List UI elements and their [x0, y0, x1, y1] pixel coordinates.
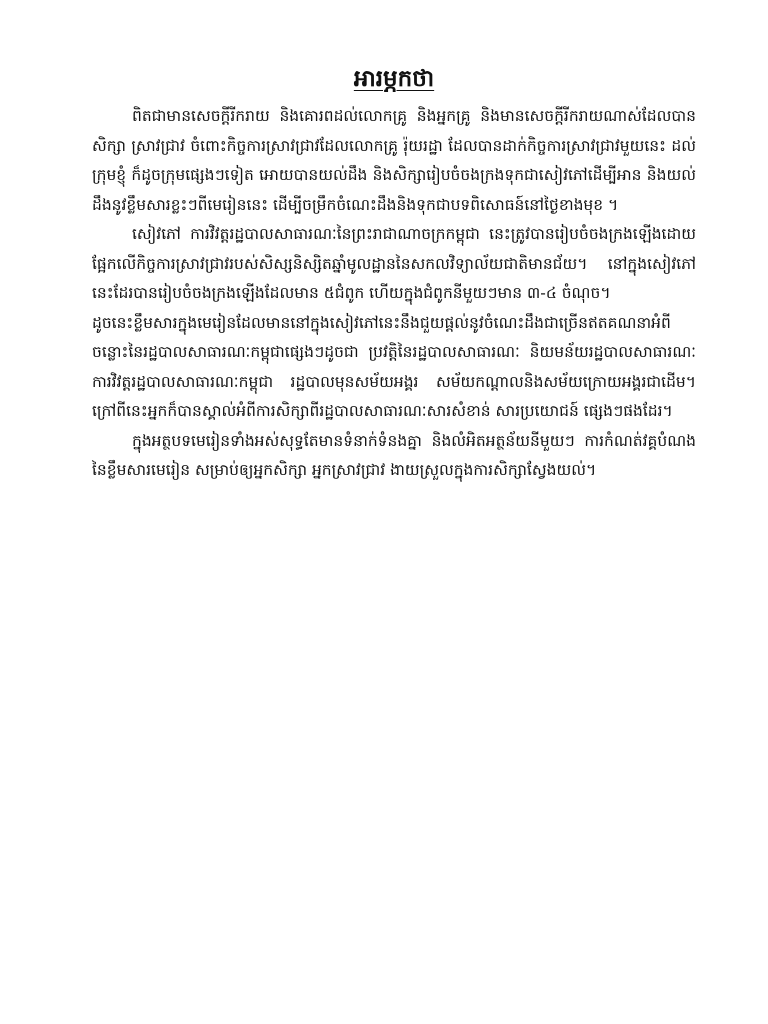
paragraph-closing: ក្នុងអត្ថបទមេរៀនទាំងអស់សុទ្ធតែមានទំនាក់ទំនងគ្នា និងលំអិតអត្ថន័យនីមួយៗ ការកំណត់វគ្គបំណងនៃខ្លឹមសារមេរៀន សម្រាប់ឲ្យអ្នកសិក្សា អ្នកស្រាវជ្រាវ ងាយស្រួលក្នុងការសិក្សាស្វែងយល់។	[92, 431, 696, 479]
document-title: អារម្ភកថា	[353, 66, 435, 92]
paragraph-intro: ពិតជាមានសេចក្តីរីករាយ និងគោរពដល់លោកគ្រូ និងអ្នកគ្រូ និងមានសេចក្តីរីករាយណាស់ដែលបានសិក្សា ស្រាវជ្រាវ ចំពោះកិច្ចការស្រាវជ្រាវដែលលោកគ្រូ រ៉ុយរដ្ឋា ដែលបានដាក់កិច្ចការស្រាវជ្រាវមួយនេះ ដល់ក្រុមខ្ញុំ ក៏ដូចក្រុមផ្សេងៗទៀត អោយបានយល់ដឹង និងសិក្សារៀបចំចងក្រងទុកជាសៀវភៅដើម្បីអាន និងយល់ដឹងនូវខ្លឹមសារខ្លះៗពីមេរៀននេះ ដើម្បីចម្រឹកចំណេះដឹងនិងទុកជាបទពិសោធន៍នៅថ្ងៃខាងមុខ ។	[92, 107, 696, 214]
paragraph-content-summary: ដូចនេះខ្លឹមសារក្នុងមេរៀនដែលមាននៅក្នុងសៀវភៅនេះនឹងជួយផ្តល់នូវចំណេះដឹងជាច្រើនឥតគណនាអំពីចន្លោះនៃរដ្ឋបាលសាធារណៈកម្ពុជាផ្សេងៗដូចជា ប្រវត្តិនៃរដ្ឋបាលសាធារណៈ និយមន័យរដ្ឋបាលសាធារណៈ ការវិវត្តរដ្ឋបាលសាធារណៈកម្ពុជា រដ្ឋបាលមុនសម័យអង្គរ សម័យកណ្តាលនិងសម័យក្រោយអង្គរជាដើម។ ក្រៅពីនេះអ្នកក៏បានស្គាល់អំពីការសិក្សាពីរដ្ឋបាលសាធារណៈសារសំខាន់ សារប្រយោជន៍ ផ្សេងៗផងដែរ។	[92, 313, 696, 420]
document-body	[92, 62, 696, 486]
paragraph-book-description: សៀវភៅ ការវិវត្តរដ្ឋបាលសាធារណៈនៃព្រះរាជាណាចក្រកម្ពុជា នេះត្រូវបានរៀបចំចងក្រងឡើងដោយផ្អែកលើកិច្ចការស្រាវជ្រាវរបស់សិស្សនិស្សិតឆ្នាំមូលដ្ឋាននៃសកលវិទ្យាល័យជាតិមានជ័យ។ នៅក្នុងសៀវភៅនេះដែរបានរៀបចំចងក្រងឡើងដែលមាន ៥ជំពូក ហើយក្នុងជំពូកនីមួយៗមាន ៣-៤ ចំណុច។	[92, 225, 696, 302]
